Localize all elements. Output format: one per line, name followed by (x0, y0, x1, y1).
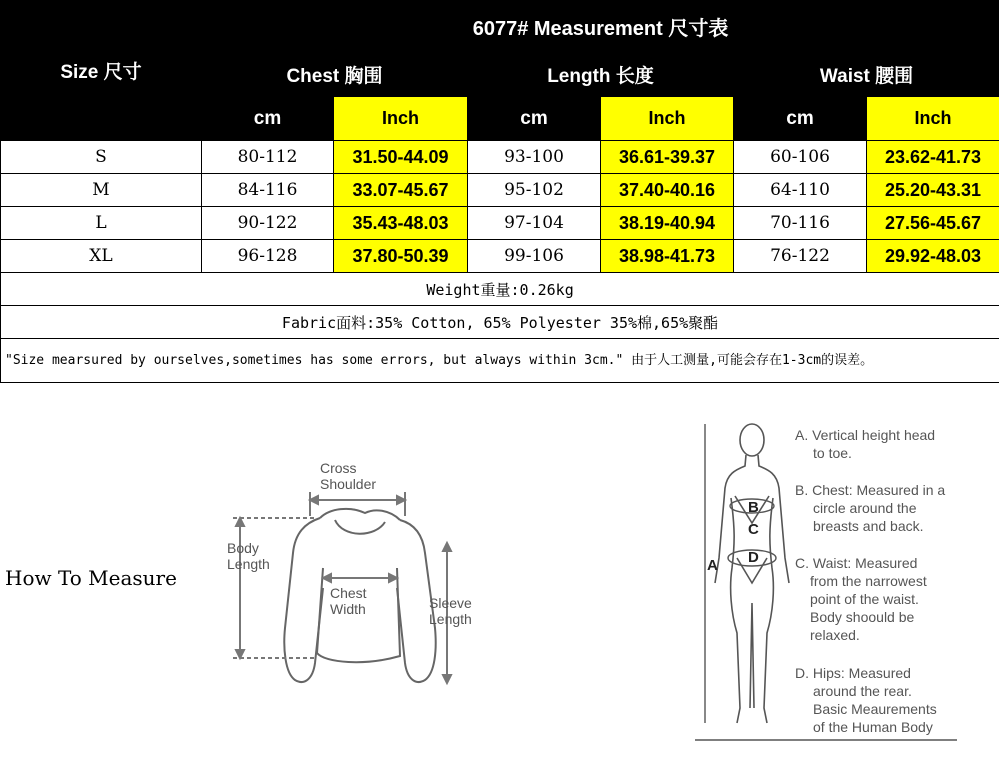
chest-width-label-1: Chest (330, 585, 367, 601)
table-row (1, 207, 999, 240)
measurement-disclaimer: "Size mearsured by ourselves,sometimes has some errors, but always within 3cm." 由于人工测量,可能会存在1-3cm的误差。 (1, 339, 999, 383)
legend-line: relaxed. (810, 627, 860, 643)
chest-inch-cell: 35.43-48.03 (334, 207, 468, 240)
sleeve-length-label-1: Sleeve (429, 595, 472, 611)
size-header: Size 尺寸 (1, 1, 202, 141)
chest-width-label-2: Width (330, 601, 366, 617)
fabric-info: Fabric面料:35% Cotton, 65% Polyester 35%棉,65%聚酯 (1, 306, 999, 339)
legend-line: A. Vertical height head (795, 427, 936, 443)
length-inch-cell: 36.61-39.37 (601, 141, 734, 174)
legend-line: B. Chest: Measured in a (795, 482, 946, 498)
unit-inch-header: Inch (334, 97, 468, 141)
length-inch-cell: 37.40-40.16 (601, 174, 734, 207)
legend-line: point of the waist. (810, 591, 919, 607)
chest-cm-cell: 90-122 (202, 207, 334, 240)
legend-line: D. Hips: Measured (795, 665, 911, 681)
legend-line: breasts and back. (813, 518, 924, 534)
chest-width-arrow (323, 574, 397, 582)
chest-header: Chest 胸围 (202, 53, 468, 97)
chest-cm-cell: 84-116 (202, 174, 334, 207)
legend-line: from the narrowest (810, 573, 927, 589)
length-cm-cell: 97-104 (468, 207, 601, 240)
body-letter-d: D (748, 549, 759, 566)
chest-inch-cell: 31.50-44.09 (334, 141, 468, 174)
legend-line: around the rear. (813, 683, 912, 699)
legend-line: Body shoould be (810, 609, 915, 625)
chest-inch-cell: 37.80-50.39 (334, 240, 468, 273)
size-cell: L (1, 207, 202, 240)
unit-cm-header: cm (734, 97, 867, 141)
how-to-measure-section (0, 388, 999, 765)
legend-line: C. Waist: Measured (795, 555, 918, 571)
table-row (1, 174, 999, 207)
body-length-label-1: Body (227, 540, 259, 556)
weight-info: Weight重量:0.26kg (1, 273, 999, 306)
length-cm-cell: 93-100 (468, 141, 601, 174)
body-measure-diagram (695, 418, 995, 748)
body-letter-c: C (748, 521, 759, 538)
unit-inch-header: Inch (867, 97, 999, 141)
waist-inch-cell: 27.56-45.67 (867, 207, 999, 240)
waist-inch-cell: 29.92-48.03 (867, 240, 999, 273)
legend-line: to toe. (813, 445, 852, 461)
waist-cm-cell: 76-122 (734, 240, 867, 273)
sweater-measure-diagram (225, 458, 485, 698)
body-measure-legend (795, 427, 945, 735)
legend-line: of the Human Body (813, 719, 933, 735)
human-body-illustration (715, 424, 789, 723)
length-cm-cell: 99-106 (468, 240, 601, 273)
waist-inch-cell: 23.62-41.73 (867, 141, 999, 174)
chest-cm-cell: 80-112 (202, 141, 334, 174)
cross-shoulder-label-1: Cross (320, 460, 357, 476)
size-cell: XL (1, 240, 202, 273)
waist-header: Waist 腰围 (734, 53, 999, 97)
waist-cm-cell: 70-116 (734, 207, 867, 240)
unit-cm-header: cm (202, 97, 334, 141)
body-length-label-2: Length (227, 556, 270, 572)
table-row (1, 141, 999, 174)
cross-shoulder-label-2: Shoulder (320, 476, 377, 492)
length-inch-cell: 38.19-40.94 (601, 207, 734, 240)
unit-inch-header: Inch (601, 97, 734, 141)
length-cm-cell: 95-102 (468, 174, 601, 207)
body-length-arrow (233, 518, 315, 658)
waist-inch-cell: 25.20-43.31 (867, 174, 999, 207)
legend-line: Basic Meaurements (813, 701, 937, 717)
chest-inch-cell: 33.07-45.67 (334, 174, 468, 207)
length-header: Length 长度 (468, 53, 734, 97)
size-cell: M (1, 174, 202, 207)
chest-cm-cell: 96-128 (202, 240, 334, 273)
waist-cm-cell: 64-110 (734, 174, 867, 207)
unit-cm-header: cm (468, 97, 601, 141)
body-letter-a: A (707, 557, 718, 574)
how-to-measure-label: How To Measure (5, 566, 177, 590)
table-title: 6077# Measurement 尺寸表 (202, 1, 999, 53)
length-inch-cell: 38.98-41.73 (601, 240, 734, 273)
legend-line: circle around the (813, 500, 917, 516)
waist-cm-cell: 60-106 (734, 141, 867, 174)
table-row (1, 240, 999, 273)
body-letter-b: B (748, 499, 759, 516)
sleeve-length-label-2: Length (429, 611, 472, 627)
size-cell: S (1, 141, 202, 174)
